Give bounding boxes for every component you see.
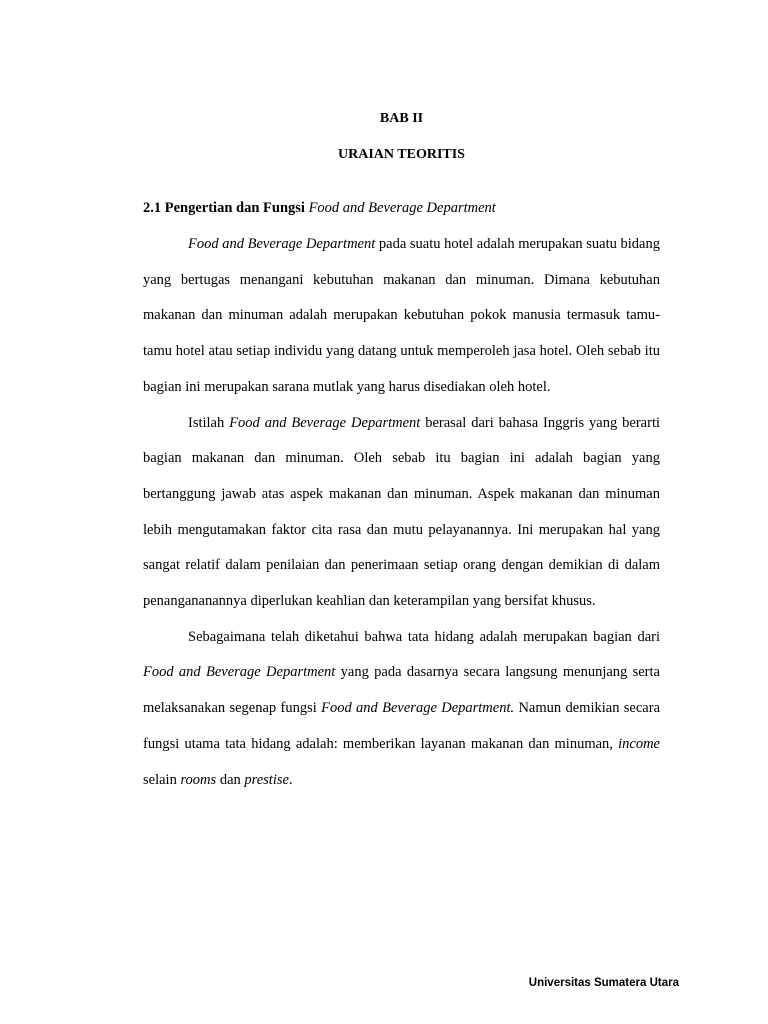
body-text [143,227,660,798]
paragraph-text: Sebagaimana telah diketahui bahwa tata hidang adalah merupakan bagian dari [188,628,660,645]
italic-term: prestise [244,771,289,788]
page-footer: Universitas Sumatera Utara [528,977,679,989]
chapter-title: URAIAN TEORITIS [338,147,465,162]
section-heading-italic: Food and Beverage Department [308,200,496,216]
italic-term: Food and Beverage Department [188,236,376,252]
paragraph-text: yang pada dasarnya secara langsung menunjang serta melaksanakan segenap fungsi [143,664,660,717]
italic-term: rooms [180,771,217,788]
paragraph-text: . [288,771,293,788]
paragraph [143,227,660,406]
paragraph-text: Namun demikian secara fungsi utama tata hidang adalah: memberikan layanan makanan dan minuman, [143,700,660,752]
section-heading [143,200,660,216]
paragraph [143,620,660,799]
paragraph-text: dan [216,771,245,788]
chapter-number: BAB II [379,111,424,126]
document-page [143,0,679,1024]
italic-term: Food and Beverage Department. [321,700,515,717]
paragraph-text: Istilah [188,414,230,431]
italic-term: income [618,735,660,752]
section-heading-text: 2.1 Pengertian dan Fungsi [143,200,309,216]
italic-term: Food and Beverage Department [229,414,421,431]
italic-term: Food and Beverage Department [143,664,336,681]
paragraph-text: pada suatu hotel adalah merupakan suatu bidang yang bertugas menangani kebutuhan makanan dan minuman. Dimana kebutuhan makanan dan minuman adalah merupakan kebutuhan pokok manusia termasuk tamu-tamu hotel atau setiap individu yang datang untuk memperoleh jasa hotel. Oleh sebab itu bagian ini merupakan sarana mutlak yang harus disediakan oleh hotel. [143,236,660,395]
paragraph [143,406,660,620]
paragraph-text: selain [143,771,181,788]
paragraph-text: berasal dari bahasa Inggris yang berarti bagian makanan dan minuman. Oleh sebab itu bagian ini adalah bagian yang bertanggung jawab atas aspek makanan dan minuman. Aspek makanan dan minuman lebih mengutamakan faktor cita rasa dan mutu pelayanannya. Ini merupakan hal yang sangat relatif dalam penilaian dan penerimaan setiap orang dengan demikian di dalam penangananannya diperlukan keahlian dan keterampilan yang bersifat khusus. [143,414,660,610]
